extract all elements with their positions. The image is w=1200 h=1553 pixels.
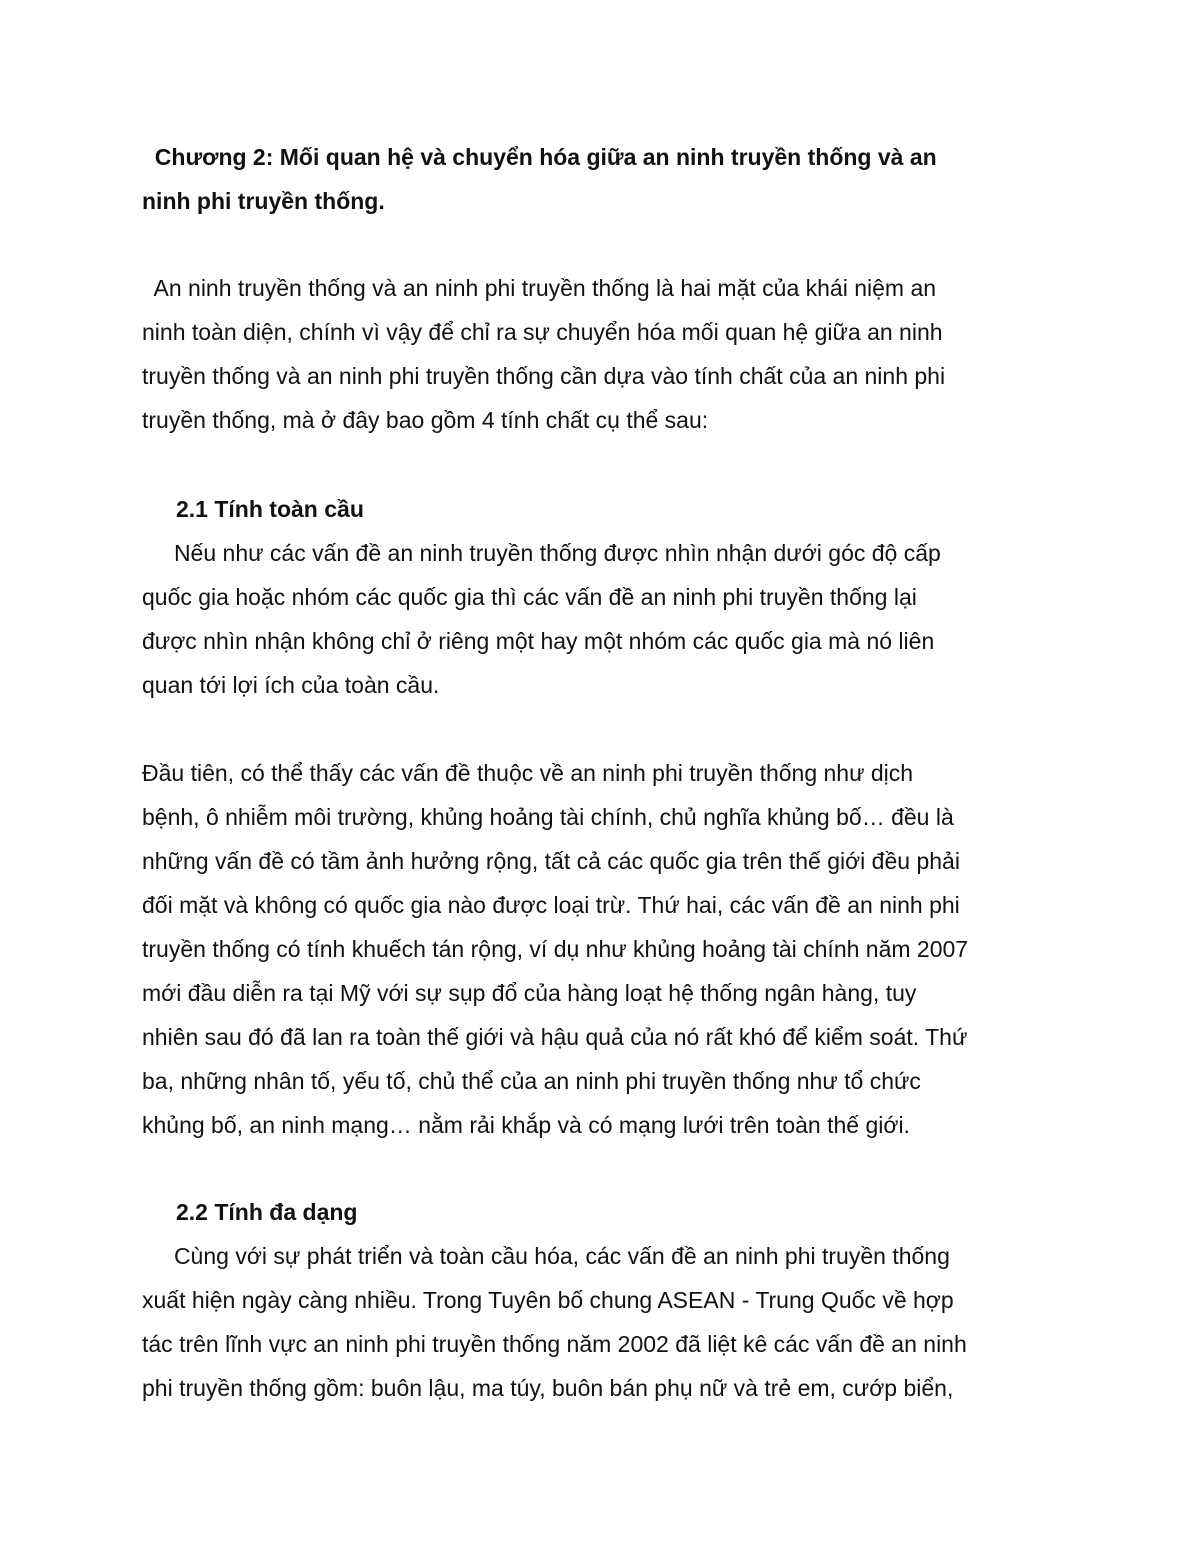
text-line: tác trên lĩnh vực an ninh phi truyền thống năm 2002 đã liệt kê các vấn đề an ninh — [142, 1331, 967, 1357]
text-line: mới đầu diễn ra tại Mỹ với sự sụp đổ của hàng loạt hệ thống ngân hàng, tuy — [142, 980, 917, 1006]
chapter-title — [142, 135, 1072, 223]
text-line: nhiên sau đó đã lan ra toàn thế giới và hậu quả của nó rất khó để kiểm soát. Thứ — [142, 1024, 968, 1050]
text-line: truyền thống và an ninh phi truyền thống cần dựa vào tính chất của an ninh phi — [142, 363, 946, 389]
text-line: quan tới lợi ích của toàn cầu. — [142, 672, 440, 698]
title-line: Chương 2: Mối quan hệ và chuyển hóa giữa an ninh truyền thống và an — [142, 144, 937, 170]
section-2-1-paragraph-2 — [142, 751, 1072, 1147]
text-line: An ninh truyền thống và an ninh phi truyền thống là hai mặt của khái niệm an — [142, 275, 937, 301]
title-line: ninh phi truyền thống. — [142, 188, 385, 214]
intro-paragraph — [142, 266, 1072, 442]
text-line: phi truyền thống gồm: buôn lậu, ma túy, buôn bán phụ nữ và trẻ em, cướp biển, — [142, 1375, 954, 1401]
text-line: bệnh, ô nhiễm môi trường, khủng hoảng tài chính, chủ nghĩa khủng bố… đều là — [142, 804, 954, 830]
text-line: truyền thống, mà ở đây bao gồm 4 tính chất cụ thể sau: — [142, 407, 709, 433]
text-line: truyền thống có tính khuếch tán rộng, ví dụ như khủng hoảng tài chính năm 2007 — [142, 936, 969, 962]
text-line: khủng bố, an ninh mạng… nằm rải khắp và có mạng lưới trên toàn thế giới. — [142, 1112, 910, 1138]
section-heading-2-2: 2.2 Tính đa dạng — [176, 1199, 358, 1225]
section-2-1-paragraph-1 — [142, 531, 1072, 707]
text-line: xuất hiện ngày càng nhiều. Trong Tuyên bố chung ASEAN - Trung Quốc về hợp — [142, 1287, 954, 1313]
text-line: Nếu như các vấn đề an ninh truyền thống được nhìn nhận dưới góc độ cấp — [142, 540, 941, 566]
text-line: được nhìn nhận không chỉ ở riêng một hay một nhóm các quốc gia mà nó liên — [142, 628, 935, 654]
text-line: quốc gia hoặc nhóm các quốc gia thì các vấn đề an ninh phi truyền thống lại — [142, 584, 917, 610]
text-line: ba, những nhân tố, yếu tố, chủ thể của an ninh phi truyền thống như tổ chức — [142, 1068, 921, 1094]
text-line: Đầu tiên, có thể thấy các vấn đề thuộc về an ninh phi truyền thống như dịch — [142, 760, 914, 786]
text-line: ninh toàn diện, chính vì vậy để chỉ ra sự chuyển hóa mối quan hệ giữa an ninh — [142, 319, 943, 345]
text-line: Cùng với sự phát triển và toàn cầu hóa, các vấn đề an ninh phi truyền thống — [142, 1243, 950, 1269]
text-line: những vấn đề có tầm ảnh hưởng rộng, tất cả các quốc gia trên thế giới đều phải — [142, 848, 960, 874]
section-2-2-paragraph-1 — [142, 1234, 1072, 1410]
text-line: đối mặt và không có quốc gia nào được loại trừ. Thứ hai, các vấn đề an ninh phi — [142, 892, 960, 918]
section-heading-2-1: 2.1 Tính toàn cầu — [176, 496, 364, 522]
